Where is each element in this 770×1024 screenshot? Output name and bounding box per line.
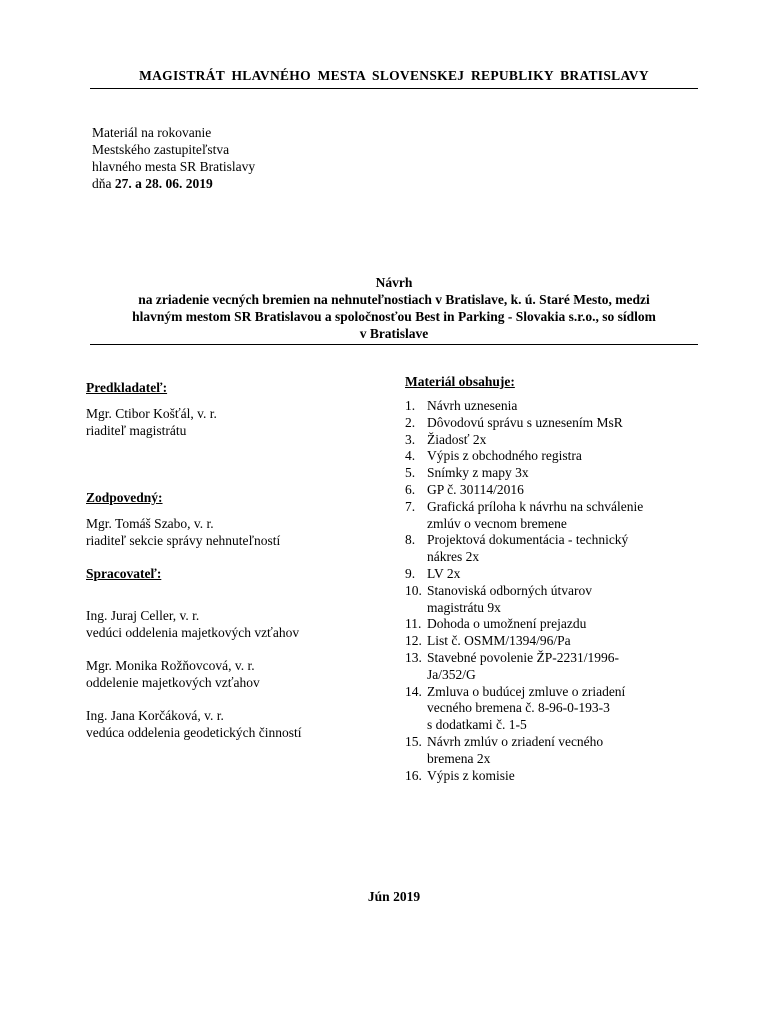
spracovatel-person: [86, 707, 302, 741]
contents-list-item: [405, 499, 705, 533]
list-item-line: zmlúv o vecnom bremene: [427, 515, 567, 531]
list-item-number: 9.: [405, 565, 416, 581]
title-line-1: na zriadenie vecných bremien na nehnuteľnostiach v Bratislave, k. ú. Staré Mesto, medzi: [138, 292, 650, 307]
list-item-number: 11.: [405, 616, 422, 632]
list-item-line: Grafická príloha k návrhu na schválenie: [427, 498, 644, 514]
list-item-line: LV 2x: [427, 565, 461, 581]
contents-list-item: [405, 616, 705, 633]
spracovatel-role: vedúca oddelenia geodetických činností: [86, 725, 302, 740]
list-item-line: Ja/352/G: [427, 666, 476, 682]
list-item-number: 16.: [405, 767, 422, 783]
list-item-line: magistrátu 9x: [427, 599, 501, 615]
zodpovedny-name: Mgr. Tomáš Szabo, v. r.: [86, 516, 214, 531]
meeting-date: 27. a 28. 06. 2019: [114, 176, 213, 191]
spracovatel-role: vedúci oddelenia majetkových vzťahov: [86, 625, 300, 640]
contents-list-item: [405, 465, 705, 482]
zodpovedny-role: riaditeľ sekcie správy nehnuteľností: [86, 533, 281, 548]
zodpovedny-block: [86, 515, 280, 549]
list-item-line: Návrh zmlúv o zriadení vecného: [427, 733, 604, 749]
list-item-line: Zmluva o budúcej zmluve o zriadení: [427, 683, 626, 699]
contents-list-item: [405, 415, 705, 432]
list-item-text: [427, 583, 705, 617]
list-item-line: List č. OSMM/1394/96/Pa: [427, 633, 571, 649]
meta-line-2: Mestského zastupiteľstva: [92, 142, 230, 157]
list-item-line: Výpis z komisie: [427, 767, 515, 783]
list-item-line: nákres 2x: [427, 549, 480, 565]
meta-line-1: Materiál na rokovanie: [92, 125, 212, 140]
contents-list-item: [405, 482, 705, 499]
list-item-line: bremena 2x: [427, 750, 491, 766]
predkladatel-role: riaditeľ magistrátu: [86, 423, 187, 438]
list-item-line: Návrh uznesenia: [427, 398, 518, 413]
zodpovedny-label: Zodpovedný:: [86, 490, 163, 505]
contents-list-item: [405, 398, 705, 415]
list-item-line: s dodatkami č. 1-5: [427, 717, 527, 733]
spracovatel-name: Mgr. Monika Rožňovcová, v. r.: [86, 658, 255, 673]
list-item-text: [427, 650, 705, 684]
contents-list-item: [405, 583, 705, 617]
list-item-text: [427, 684, 705, 734]
list-item-text: [427, 482, 705, 499]
list-item-number: 4.: [405, 448, 416, 464]
contents-list-item: [405, 432, 705, 449]
title-line-2: hlavným mestom SR Bratislavou a spoločnosťou Best in Parking - Slovakia s.r.o., so sídlom: [132, 309, 656, 324]
list-item-line: vecného bremena č. 8-96-0-193-3: [427, 700, 610, 716]
list-item-number: 6.: [405, 481, 416, 497]
list-item-text: [427, 616, 705, 633]
list-item-text: [427, 566, 705, 583]
contents-list-item: [405, 633, 705, 650]
list-item-line: GP č. 30114/2016: [427, 481, 524, 497]
list-item-line: Projektová dokumentácia - technický: [427, 532, 629, 548]
document-date-footer: Jún 2019: [367, 889, 421, 904]
contents-list: [405, 398, 705, 784]
predkladatel-block: [86, 405, 217, 439]
list-item-line: Stavebné povolenie ŽP-2231/1996-: [427, 649, 619, 665]
list-item-number: 7.: [405, 498, 416, 514]
meeting-info: [92, 124, 255, 192]
list-item-line: Žiadosť 2x: [427, 431, 487, 447]
list-item-text: [427, 532, 705, 566]
title-line-3: v Bratislave: [359, 326, 429, 341]
spracovatel-name: Ing. Jana Korčáková, v. r.: [86, 708, 224, 723]
list-item-number: 12.: [405, 633, 422, 649]
list-item-number: 10.: [405, 582, 422, 598]
spracovatel-person: [86, 657, 260, 691]
list-item-number: 3.: [405, 431, 416, 447]
list-item-number: 2.: [405, 414, 416, 430]
list-item-text: [427, 465, 705, 482]
list-item-number: 5.: [405, 465, 416, 481]
spracovatel-label: Spracovateľ:: [86, 566, 162, 581]
predkladatel-name: Mgr. Ctibor Košťál, v. r.: [86, 406, 217, 421]
list-item-text: [427, 432, 705, 449]
list-item-number: 13.: [405, 649, 422, 665]
contents-list-item: [405, 566, 705, 583]
meta-date-line: [92, 175, 255, 192]
contents-list-item: [405, 532, 705, 566]
list-item-number: 8.: [405, 532, 416, 548]
spracovatel-name: Ing. Juraj Celler, v. r.: [86, 608, 200, 623]
title-heading: Návrh: [375, 275, 413, 290]
list-item-text: [427, 448, 705, 465]
list-item-line: Snímky z mapy 3x: [427, 465, 529, 481]
list-item-text: [427, 734, 705, 768]
document-header: MAGISTRÁT HLAVNÉHO MESTA SLOVENSKEJ REPUBLIKY BRATISLAVY: [90, 68, 698, 89]
spracovatel-role: oddelenie majetkových vzťahov: [86, 675, 260, 690]
list-item-text: [427, 768, 705, 785]
contents-list-item: [405, 448, 705, 465]
meta-line-3: hlavného mesta SR Bratislavy: [92, 159, 256, 174]
list-item-line: Dôvodovú správu s uznesením MsR: [427, 414, 623, 430]
list-item-text: [427, 633, 705, 650]
list-item-line: Výpis z obchodného registra: [427, 448, 582, 464]
list-item-number: 1.: [405, 398, 416, 413]
contents-list-item: [405, 734, 705, 768]
document-title: [90, 274, 698, 345]
contents-list-item: [405, 768, 705, 785]
contents-label: Materiál obsahuje:: [405, 374, 515, 389]
predkladatel-label: Predkladateľ:: [86, 380, 168, 395]
list-item-text: [427, 499, 705, 533]
contents-list-item: [405, 650, 705, 684]
contents-list-item: [405, 684, 705, 734]
date-prefix: dňa: [92, 176, 112, 191]
list-item-line: Dohoda o umožnení prejazdu: [427, 616, 587, 632]
list-item-line: Stanoviská odborných útvarov: [427, 582, 592, 598]
list-item-number: 15.: [405, 733, 422, 749]
spracovatel-person: [86, 607, 299, 641]
list-item-number: 14.: [405, 683, 422, 699]
list-item-text: [427, 398, 705, 415]
list-item-text: [427, 415, 705, 432]
